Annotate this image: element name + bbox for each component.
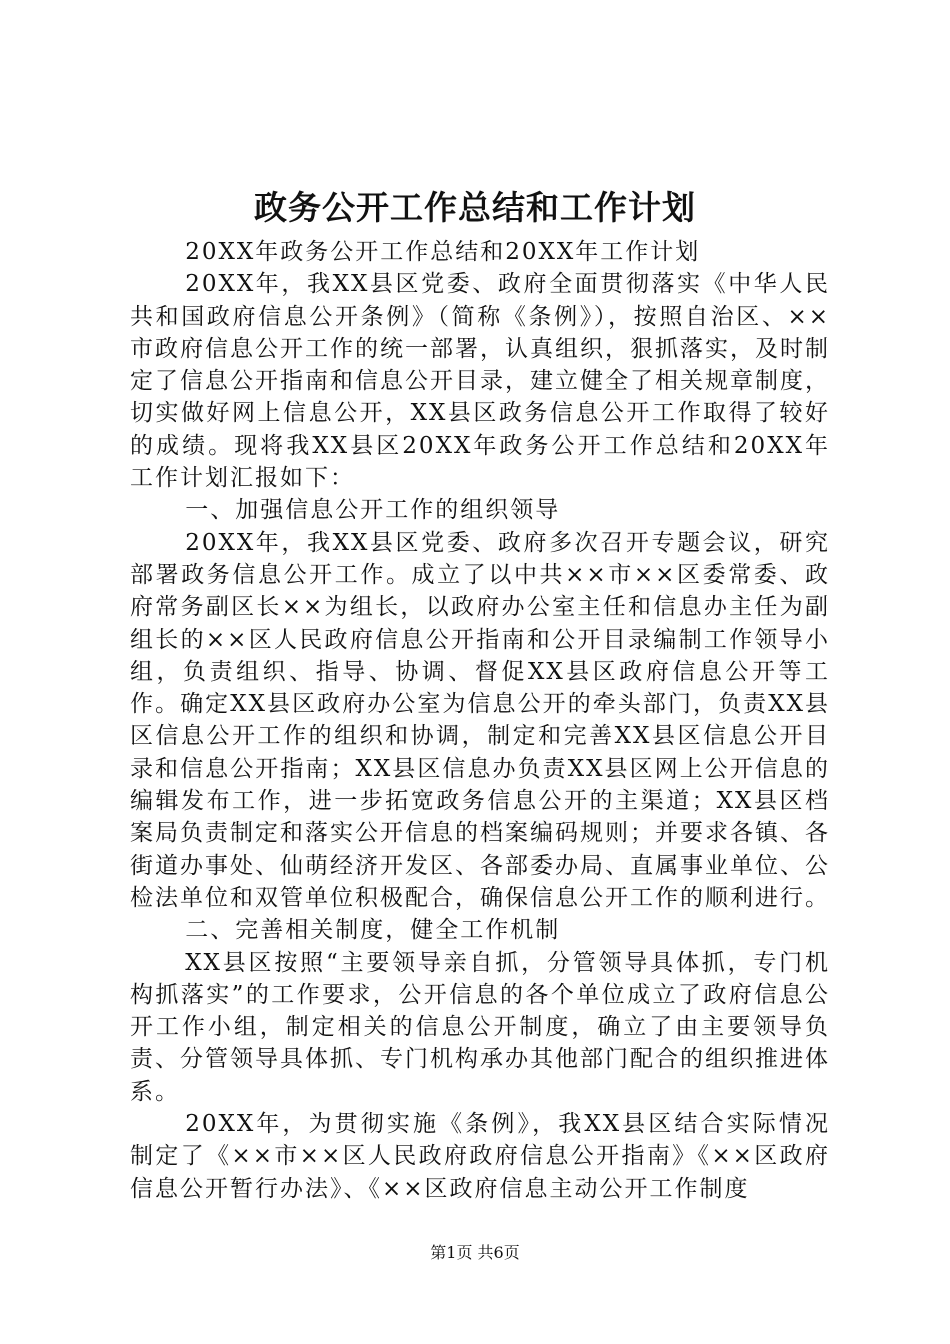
document-title: 政务公开工作总结和工作计划	[254, 188, 696, 227]
section-heading-1: 一、加强信息公开工作的组织领导	[185, 497, 561, 524]
paragraph-section-2b: 20XX年，为贯彻实施《条例》，我XX县区结合实际情况制定了《××市××区人民政府政府信息公开指南》《××区政府信息公开暂行办法》、《××区政府信息主动公开工作制度	[130, 1111, 830, 1202]
document-body	[130, 236, 830, 1205]
paragraph-intro: 20XX年，我XX县区党委、政府全面贯彻落实《中华人民共和国政府信息公开条例》（简称《条例》），按照自治区、××市政府信息公开工作的统一部署，认真组织，狠抓落实，及时制定了信息公开指南和信息公开目录，建立健全了相关规章制度，切实做好网上信息公开，XX县区政务信息公开工作取得了较好的成绩。现将我XX县区20XX年政务公开工作总结和20XX年工作计划汇报如下：	[130, 271, 830, 492]
paragraph-section-1: 20XX年，我XX县区党委、政府多次召开专题会议，研究部署政务信息公开工作。成立了以中共××市××区委常委、政府常务副区长××为组长，以政府办公室主任和信息办主任为副组长的××区人民政府信息公开指南和公开目录编制工作领导小组，负责组织、指导、协调、督促XX县区政府信息公开等工作。确定XX县区政府办公室为信息公开的牵头部门，负责XX县区信息公开工作的组织和协调，制定和完善XX县区信息公开目录和信息公开指南；XX县区信息办负责XX县区网上公开信息的编辑发布工作，进一步拓宽政务信息公开的主渠道；XX县区档案局负责制定和落实公开信息的档案编码规则；并要求各镇、各街道办事处、仙萌经济开发区、各部委办局、直属事业单位、公检法单位和双管单位积极配合，确保信息公开工作的顺利进行。	[130, 529, 830, 911]
section-heading-2: 二、完善相关制度，健全工作机制	[185, 917, 561, 944]
paragraph-subtitle: 20XX年政务公开工作总结和20XX年工作计划	[185, 239, 701, 265]
page-footer: 第1页 共6页	[430, 1243, 520, 1262]
paragraph-section-2a: XX县区按照“主要领导亲自抓，分管领导具体抓，专门机构抓落实”的工作要求，公开信息的各个单位成立了政府信息公开工作小组，制定相关的信息公开制度，确立了由主要领导负责、分管领导具体抓、专门机构承办其他部门配合的组织推进体系。	[130, 949, 830, 1105]
